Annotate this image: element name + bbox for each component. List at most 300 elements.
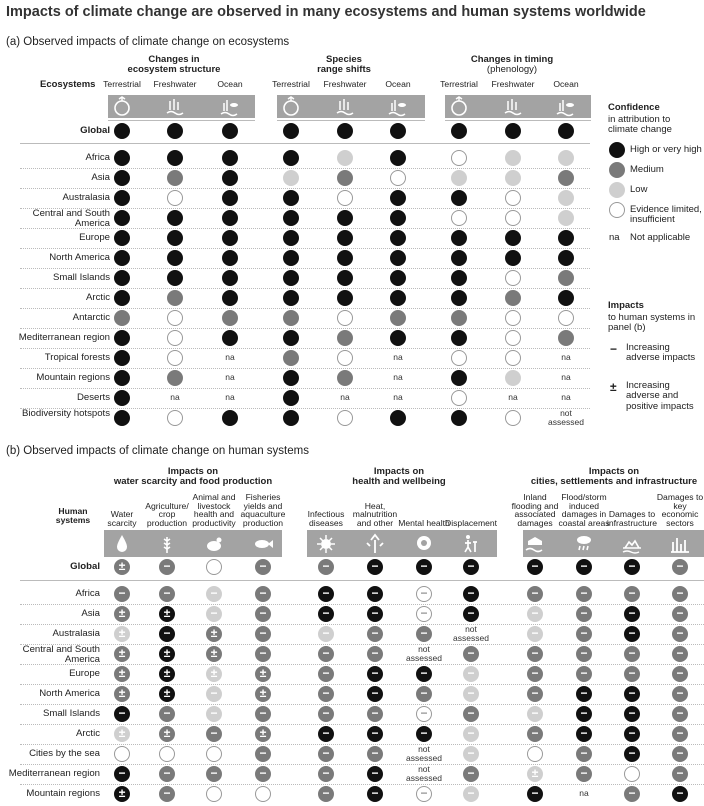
panel-b-cell xyxy=(575,765,595,785)
legend-na-label: Not applicable xyxy=(630,232,691,243)
minus-symbol: − xyxy=(531,706,539,720)
legend-minus-symbol: − xyxy=(610,342,618,356)
panel-b-cell xyxy=(671,558,691,578)
minus-symbol: − xyxy=(467,686,475,700)
panel-a-cell xyxy=(557,169,577,189)
legend-item-label: Low xyxy=(630,184,648,195)
wheat-icon xyxy=(155,532,179,556)
group-title-line2: health and wellbeing xyxy=(352,475,446,487)
panel-b-cell xyxy=(366,665,386,685)
panel-b-cell xyxy=(415,625,435,645)
panel-b-column-header: Displacement xyxy=(445,518,498,529)
minus-symbol: − xyxy=(371,726,379,740)
minus-symbol: − xyxy=(322,559,330,573)
panel-b-cell xyxy=(526,625,546,645)
water-drop-icon xyxy=(110,532,134,556)
panel-a-group-title xyxy=(284,55,404,75)
minus-symbol: − xyxy=(676,746,684,760)
minus-symbol: − xyxy=(531,606,539,620)
plus-minus-symbol: ± xyxy=(118,626,126,640)
panel-b-cell xyxy=(113,645,133,665)
plus-minus-symbol: ± xyxy=(259,666,267,680)
panel-a-cell xyxy=(166,249,186,269)
panel-a-cell xyxy=(113,229,133,249)
legend-pm-symbol: ± xyxy=(610,380,617,394)
minus-symbol: − xyxy=(531,586,539,600)
panel-a-cell xyxy=(450,169,470,189)
panel-b-cell xyxy=(366,585,386,605)
minus-symbol: − xyxy=(371,666,379,680)
confidence-circle xyxy=(505,150,521,166)
plus-minus-symbol: ± xyxy=(210,646,218,660)
panel-b-cell xyxy=(623,585,643,605)
minus-symbol: − xyxy=(420,706,428,720)
confidence-circle xyxy=(505,190,521,206)
confidence-circle xyxy=(390,250,406,266)
panel-b-cell xyxy=(623,745,643,765)
panel-a-cell xyxy=(166,309,186,329)
panel-b-cell xyxy=(158,765,178,785)
panel-a-cell xyxy=(221,249,241,269)
minus-symbol: − xyxy=(322,746,330,760)
panel-b-cell xyxy=(462,645,482,665)
panel-b-cell xyxy=(113,605,133,625)
panel-b-cell xyxy=(317,625,337,645)
confidence-circle xyxy=(167,230,183,246)
panel-b-cell xyxy=(366,625,386,645)
confidence-circle xyxy=(505,170,521,186)
panel-a-cell xyxy=(389,329,409,349)
confidence-circle xyxy=(337,290,353,306)
confidence-circle xyxy=(114,250,130,266)
minus-symbol: − xyxy=(259,606,267,620)
panel-b-cell xyxy=(113,625,133,645)
group-title-line1: Changes in timing xyxy=(470,54,554,65)
confidence-circle xyxy=(283,270,299,286)
freshwater-icon xyxy=(333,95,357,119)
panel-b-cell xyxy=(671,665,691,685)
inland-flood-icon xyxy=(523,532,547,556)
confidence-circle xyxy=(451,290,467,306)
confidence-circle xyxy=(283,150,299,166)
panel-b-cell xyxy=(526,585,546,605)
minus-symbol: − xyxy=(371,559,379,573)
confidence-circle xyxy=(451,410,467,426)
panel-a-cell xyxy=(221,229,241,249)
panel-a-row-header: Ecosystems xyxy=(40,79,96,90)
panel-a-cell xyxy=(336,269,356,289)
minus-symbol: − xyxy=(467,559,475,573)
confidence-circle xyxy=(283,390,299,406)
panel-b-cell xyxy=(415,585,435,605)
confidence-circle xyxy=(390,150,406,166)
panel-b-cell xyxy=(158,585,178,605)
panel-a-cell xyxy=(504,189,524,209)
minus-symbol: − xyxy=(322,606,330,620)
confidence-circle xyxy=(451,350,467,366)
panel-a-cell xyxy=(113,122,133,142)
confidence-circle xyxy=(390,290,406,306)
confidence-circle xyxy=(451,210,467,226)
confidence-circle xyxy=(283,230,299,246)
confidence-circle xyxy=(283,123,299,139)
plus-minus-symbol: ± xyxy=(118,786,126,800)
panel-a-cell xyxy=(336,122,356,142)
panel-b-cell xyxy=(462,605,482,625)
panel-b-cell xyxy=(623,645,643,665)
panel-a-cell xyxy=(282,169,302,189)
panel-a-cell xyxy=(282,229,302,249)
minus-symbol: − xyxy=(259,626,267,640)
confidence-circle xyxy=(114,290,130,306)
confidence-circle xyxy=(609,162,625,178)
panel-b-cell xyxy=(366,725,386,745)
confidence-circle xyxy=(558,310,574,326)
group-title-line2: (phenology) xyxy=(486,63,538,75)
minus-symbol: − xyxy=(322,686,330,700)
plus-minus-symbol: ± xyxy=(118,606,126,620)
confidence-circle xyxy=(222,290,238,306)
minus-symbol: − xyxy=(676,766,684,780)
panel-b-cell xyxy=(623,725,643,745)
confidence-circle xyxy=(505,350,521,366)
plus-minus-symbol: ± xyxy=(210,626,218,640)
legend-cell xyxy=(608,201,628,221)
panel-a-column-header: Freshwater xyxy=(323,79,367,89)
panel-b-row-label: Australasia xyxy=(52,628,100,639)
panel-b-cell xyxy=(462,558,482,578)
minus-symbol: − xyxy=(371,746,379,760)
panel-b-cell xyxy=(205,585,225,605)
panel-b-cell xyxy=(575,705,595,725)
group-title-line1: Changes in xyxy=(148,54,200,65)
minus-symbol: − xyxy=(580,626,588,640)
minus-symbol: − xyxy=(628,726,636,740)
minus-symbol: − xyxy=(118,706,126,720)
panel-a-cell xyxy=(282,209,302,229)
panel-b-cell xyxy=(623,605,643,625)
panel-a-cell xyxy=(336,369,356,389)
minus-symbol: − xyxy=(371,586,379,600)
panel-b-cell xyxy=(317,645,337,665)
minus-symbol: − xyxy=(628,786,636,800)
panel-b-cell xyxy=(317,605,337,625)
confidence-circle xyxy=(114,190,130,206)
panel-a-cell xyxy=(282,409,302,429)
panel-b-cell xyxy=(205,645,225,665)
minus-symbol: − xyxy=(420,626,428,640)
minus-symbol: − xyxy=(322,586,330,600)
panel-b-cell xyxy=(526,765,546,785)
panel-a-cell xyxy=(504,289,524,309)
confidence-circle xyxy=(390,330,406,346)
panel-b-cell xyxy=(575,725,595,745)
not-applicable-label: na xyxy=(225,392,235,402)
confidence-circle xyxy=(505,330,521,346)
panel-b-row-label: Arctic xyxy=(76,728,100,739)
confidence-circle xyxy=(167,350,183,366)
minus-symbol: − xyxy=(580,606,588,620)
not-applicable-label: na xyxy=(393,392,403,402)
panel-b-cell xyxy=(526,785,546,805)
confidence-circle xyxy=(167,250,183,266)
not-applicable-label: na xyxy=(225,372,235,382)
panel-b-cell xyxy=(205,665,225,685)
panel-b-cell xyxy=(575,665,595,685)
legend-confidence-subtitle: in attribution to climate change xyxy=(608,114,672,136)
confidence-circle xyxy=(337,370,353,386)
panel-b-cell xyxy=(317,585,337,605)
panel-a-cell xyxy=(166,189,186,209)
minus-symbol: − xyxy=(259,646,267,660)
not-applicable-label: na xyxy=(561,372,571,382)
panel-b-cell xyxy=(526,705,546,725)
minus-symbol: − xyxy=(531,646,539,660)
confidence-circle xyxy=(114,210,130,226)
panel-a-cell xyxy=(450,229,470,249)
panel-a-cell xyxy=(166,149,186,169)
plus-minus-symbol: ± xyxy=(259,726,267,740)
panel-a-cell xyxy=(282,329,302,349)
panel-b-cell xyxy=(462,585,482,605)
panel-b-cell xyxy=(415,705,435,725)
confidence-circle xyxy=(283,250,299,266)
confidence-circle xyxy=(451,330,467,346)
minus-symbol: − xyxy=(676,586,684,600)
panel-a-cell xyxy=(557,329,577,349)
confidence-circle xyxy=(337,250,353,266)
panel-b-cell xyxy=(671,725,691,745)
panel-b-cell xyxy=(462,665,482,685)
minus-symbol: − xyxy=(163,786,171,800)
freshwater-icon xyxy=(163,95,187,119)
confidence-circle xyxy=(283,350,299,366)
panel-b-cell xyxy=(671,685,691,705)
panel-a-cell xyxy=(504,229,524,249)
minus-symbol: − xyxy=(467,706,475,720)
panel-a-cell xyxy=(504,269,524,289)
confidence-circle xyxy=(167,290,183,306)
panel-b-cell xyxy=(205,705,225,725)
panel-a-cell xyxy=(166,349,186,369)
panel-b-cell xyxy=(205,785,225,805)
minus-symbol: − xyxy=(580,706,588,720)
panel-a-cell xyxy=(389,209,409,229)
panel-a-row-label: Global xyxy=(80,125,110,136)
plus-minus-symbol: ± xyxy=(259,686,267,700)
panel-a-cell xyxy=(450,389,470,409)
panel-a-cell xyxy=(221,169,241,189)
confidence-circle xyxy=(222,150,238,166)
panel-a-cell xyxy=(221,209,241,229)
panel-a-cell xyxy=(450,409,470,429)
panel-a-cell xyxy=(113,149,133,169)
plus-minus-symbol: ± xyxy=(163,646,171,660)
terrestrial-icon xyxy=(279,95,303,119)
minus-symbol: − xyxy=(628,559,636,573)
panel-b-cell xyxy=(671,585,691,605)
confidence-circle xyxy=(390,410,406,426)
confidence-circle xyxy=(159,746,175,762)
minus-symbol: − xyxy=(467,766,475,780)
panel-a-cell xyxy=(336,229,356,249)
minus-symbol: − xyxy=(580,559,588,573)
confidence-circle xyxy=(609,202,625,218)
panel-b-column-header: Mental health xyxy=(398,518,450,529)
panel-a-cell xyxy=(336,209,356,229)
panel-a-cell xyxy=(389,149,409,169)
minus-symbol: − xyxy=(467,646,475,660)
confidence-circle xyxy=(222,270,238,286)
panel-a-cell xyxy=(450,289,470,309)
panel-b-row-label: Central and South America xyxy=(22,644,100,665)
panel-a-cell xyxy=(557,189,577,209)
panel-a-cell xyxy=(113,289,133,309)
confidence-circle xyxy=(167,330,183,346)
heat-icon xyxy=(363,532,387,556)
panel-a-cell xyxy=(221,189,241,209)
confidence-circle xyxy=(167,410,183,426)
confidence-circle xyxy=(114,123,130,139)
panel-b-cell xyxy=(575,745,595,765)
panel-b-cell xyxy=(671,605,691,625)
minus-symbol: − xyxy=(467,786,475,800)
panel-a-group-title xyxy=(114,55,234,75)
panel-b-row-label: Africa xyxy=(75,588,100,599)
not-assessed-label: not assessed xyxy=(548,408,584,427)
panel-b-cell xyxy=(671,785,691,805)
group-title-line1: Impacts on xyxy=(373,466,425,477)
panel-a-cell xyxy=(282,149,302,169)
confidence-circle xyxy=(337,230,353,246)
panel-a-cell xyxy=(557,229,577,249)
panel-a-cell xyxy=(557,249,577,269)
panel-b-column-header: Damages to infrastructure xyxy=(606,509,658,529)
plus-minus-symbol: ± xyxy=(163,606,171,620)
panel-b-cell xyxy=(415,725,435,745)
minus-symbol: − xyxy=(467,586,475,600)
panel-a-cell xyxy=(282,309,302,329)
minus-symbol: − xyxy=(163,586,171,600)
panel-a-cell xyxy=(221,309,241,329)
panel-b-cell xyxy=(623,785,643,805)
confidence-circle xyxy=(114,170,130,186)
panel-a-global-rule xyxy=(20,143,590,144)
panel-b-cell xyxy=(205,625,225,645)
minus-symbol: − xyxy=(210,726,218,740)
panel-b-row-label: Europe xyxy=(69,668,100,679)
panel-a-column-header: Terrestrial xyxy=(272,79,310,89)
panel-b-group-title xyxy=(289,467,509,487)
confidence-circle xyxy=(114,230,130,246)
minus-symbol: − xyxy=(371,646,379,660)
displacement-icon xyxy=(459,532,483,556)
panel-b-cell xyxy=(113,725,133,745)
minus-symbol: − xyxy=(676,606,684,620)
panel-a-cell xyxy=(166,169,186,189)
panel-b-cell xyxy=(113,558,133,578)
panel-b-cell xyxy=(205,745,225,765)
panel-a-cell xyxy=(336,409,356,429)
panel-a-group-title xyxy=(452,55,572,75)
panel-b-cell xyxy=(526,685,546,705)
confidence-circle xyxy=(558,190,574,206)
panel-b-cell xyxy=(158,605,178,625)
minus-symbol: − xyxy=(259,559,267,573)
minus-symbol: − xyxy=(580,726,588,740)
minus-symbol: − xyxy=(322,766,330,780)
panel-a-cell xyxy=(389,169,409,189)
minus-symbol: − xyxy=(467,746,475,760)
mental-health-icon xyxy=(412,532,436,556)
plus-minus-symbol: ± xyxy=(118,559,126,573)
confidence-circle xyxy=(390,170,406,186)
confidence-circle xyxy=(114,746,130,762)
panel-b-global-rule xyxy=(20,580,704,581)
panel-a-cell xyxy=(113,389,133,409)
minus-symbol: − xyxy=(580,766,588,780)
minus-symbol: − xyxy=(676,626,684,640)
legend-confidence-title: Confidence xyxy=(608,102,660,113)
panel-b-cell xyxy=(254,685,274,705)
minus-symbol: − xyxy=(163,706,171,720)
minus-symbol: − xyxy=(628,646,636,660)
panel-b-cell xyxy=(526,645,546,665)
confidence-circle xyxy=(390,210,406,226)
panel-a-cell xyxy=(450,209,470,229)
panel-b-cell xyxy=(254,645,274,665)
panel-a-cell xyxy=(450,149,470,169)
minus-symbol: − xyxy=(628,666,636,680)
panel-a-cell xyxy=(221,289,241,309)
panel-b-cell xyxy=(113,685,133,705)
panel-b-cell xyxy=(366,745,386,765)
panel-a-cell xyxy=(221,122,241,142)
panel-b-cell xyxy=(254,605,274,625)
minus-symbol: − xyxy=(676,706,684,720)
minus-symbol: − xyxy=(163,626,171,640)
panel-b-cell xyxy=(526,725,546,745)
not-assessed-label: not assessed xyxy=(406,744,442,763)
confidence-circle xyxy=(505,310,521,326)
minus-symbol: − xyxy=(371,626,379,640)
confidence-circle xyxy=(505,290,521,306)
panel-a-cell xyxy=(504,169,524,189)
panel-b-column-header: Infectious diseases xyxy=(307,509,345,529)
plus-minus-symbol: ± xyxy=(210,666,218,680)
panel-b-cell xyxy=(317,558,337,578)
plus-minus-symbol: ± xyxy=(118,686,126,700)
confidence-circle xyxy=(337,210,353,226)
confidence-circle xyxy=(505,123,521,139)
minus-symbol: − xyxy=(531,559,539,573)
confidence-circle xyxy=(255,786,271,802)
panel-b-cell xyxy=(158,725,178,745)
panel-b-cell xyxy=(623,765,643,785)
confidence-circle xyxy=(222,210,238,226)
panel-a-cell xyxy=(557,209,577,229)
confidence-circle xyxy=(283,210,299,226)
confidence-circle xyxy=(222,250,238,266)
confidence-circle xyxy=(505,210,521,226)
panel-a-cell xyxy=(389,249,409,269)
panel-a-cell xyxy=(504,349,524,369)
panel-a-header-rule xyxy=(277,120,425,121)
panel-b-cell xyxy=(623,705,643,725)
panel-b-row-label: Mediterranean region xyxy=(8,768,100,779)
plus-minus-symbol: ± xyxy=(118,646,126,660)
panel-b-cell xyxy=(158,705,178,725)
